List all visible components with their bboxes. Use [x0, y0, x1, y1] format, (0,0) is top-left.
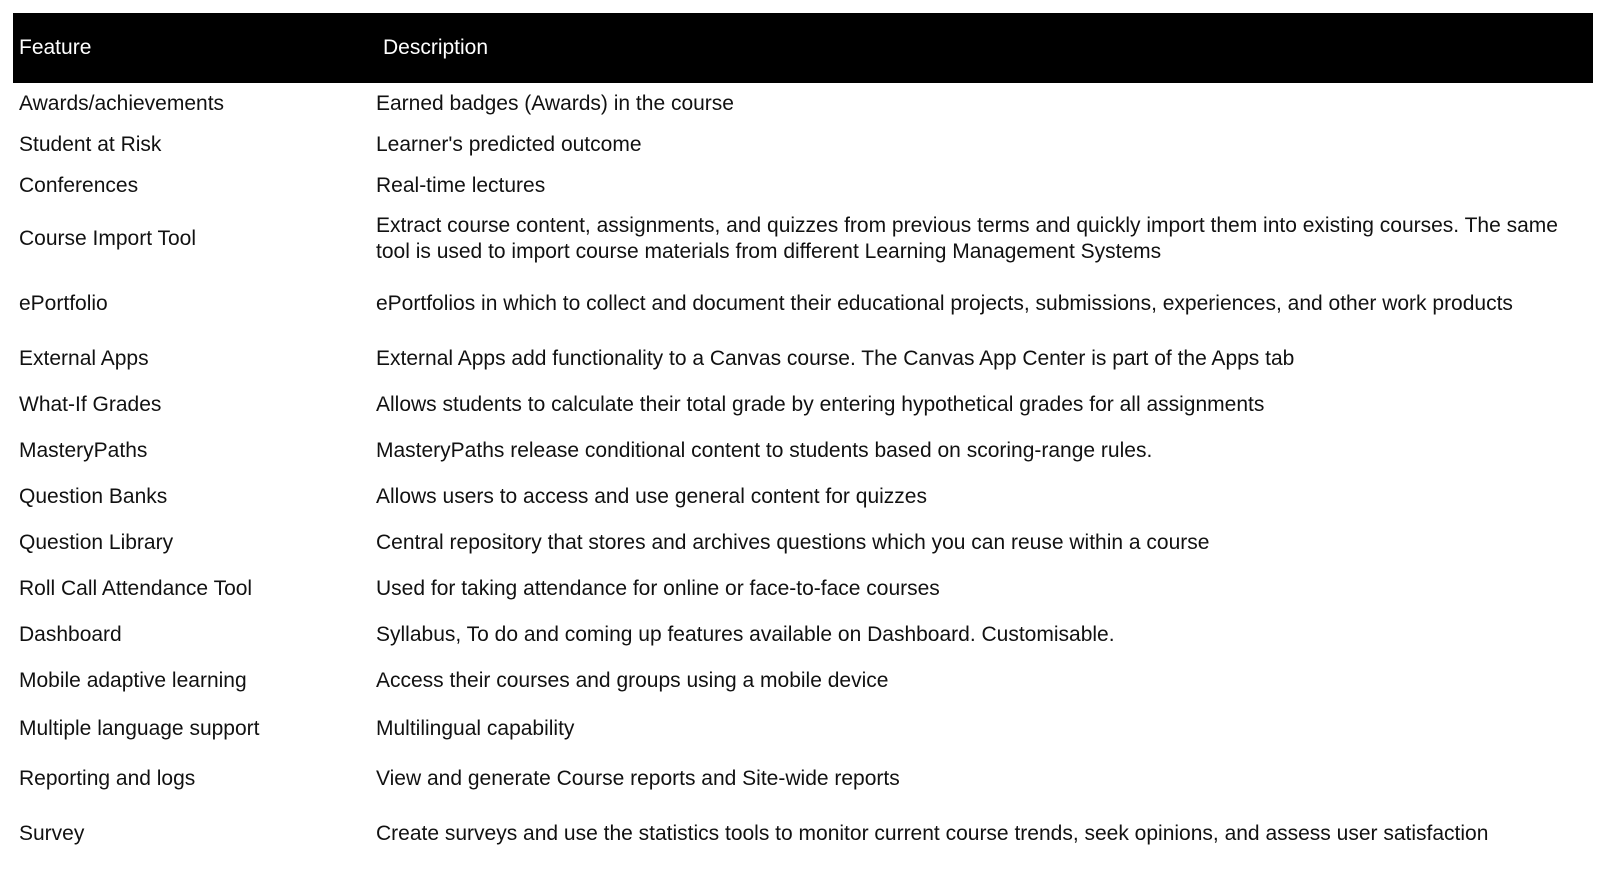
feature-cell: Conferences [19, 173, 139, 197]
description-cell: Create surveys and use the statistics tools to monitor current course trends, seek opinions, and assess user satisfaction [376, 822, 1489, 845]
feature-cell: Question Banks [19, 485, 168, 508]
feature-table-container [13, 13, 1593, 864]
table-row [13, 704, 1593, 754]
table-row [13, 754, 1593, 804]
table-row [13, 271, 1593, 336]
feature-cell: What-If Grades [19, 393, 162, 416]
feature-cell: ePortfolio [19, 291, 108, 315]
table-body [13, 83, 1593, 864]
table-row [13, 428, 1593, 474]
description-cell: External Apps add functionality to a Canvas course. The Canvas App Center is part of the Apps tab [376, 347, 1295, 370]
feature-cell: Question Library [19, 531, 174, 554]
description-cell: View and generate Course reports and Site-wide reports [376, 767, 900, 790]
header-row [13, 13, 1593, 83]
table-row [13, 124, 1593, 165]
table-row [13, 804, 1593, 864]
feature-cell: MasteryPaths [19, 439, 148, 462]
description-cell: Access their courses and groups using a mobile device [376, 669, 889, 692]
table-row [13, 474, 1593, 520]
feature-cell: Reporting and logs [19, 767, 196, 790]
description-cell: Syllabus, To do and coming up features available on Dashboard. Customisable. [376, 623, 1115, 646]
description-cell: Learner's predicted outcome [376, 132, 642, 156]
description-cell: Allows users to access and use general content for quizzes [376, 485, 927, 508]
feature-table [13, 13, 1593, 864]
description-cell: Real-time lectures [376, 173, 546, 197]
table-row [13, 382, 1593, 428]
description-cell: Extract course content, assignments, and quizzes from previous terms and quickly import them into existing courses. The same tool is used to import course materials from different Learning Management Systems [376, 213, 1558, 263]
feature-cell: Awards/achievements [19, 91, 225, 115]
table-row [13, 566, 1593, 612]
table-row [13, 658, 1593, 704]
description-cell: MasteryPaths release conditional content to students based on scoring-range rules. [376, 439, 1153, 462]
table-row [13, 336, 1593, 382]
description-cell: Multilingual capability [376, 717, 575, 740]
feature-cell: Course Import Tool [19, 226, 197, 250]
header-feature: Feature [13, 13, 363, 83]
feature-cell: Mobile adaptive learning [19, 669, 247, 692]
table-row [13, 165, 1593, 206]
table-row [13, 206, 1593, 271]
feature-cell: External Apps [19, 347, 149, 370]
table-row [13, 612, 1593, 658]
feature-cell: Dashboard [19, 623, 122, 646]
feature-cell: Survey [19, 822, 85, 845]
table-row [13, 83, 1593, 124]
description-cell: Earned badges (Awards) in the course [376, 91, 734, 115]
description-cell: Allows students to calculate their total grade by entering hypothetical grades for all assignments [376, 393, 1265, 416]
table-header [13, 13, 1593, 83]
feature-cell: Roll Call Attendance Tool [19, 577, 253, 600]
description-cell: Central repository that stores and archives questions which you can reuse within a course [376, 531, 1210, 554]
description-cell: ePortfolios in which to collect and document their educational projects, submissions, experiences, and other work products [376, 291, 1513, 315]
feature-cell: Student at Risk [19, 132, 162, 156]
header-description: Description [363, 13, 1593, 83]
table-row [13, 520, 1593, 566]
description-cell: Used for taking attendance for online or face-to-face courses [376, 577, 940, 600]
feature-cell: Multiple language support [19, 717, 260, 740]
